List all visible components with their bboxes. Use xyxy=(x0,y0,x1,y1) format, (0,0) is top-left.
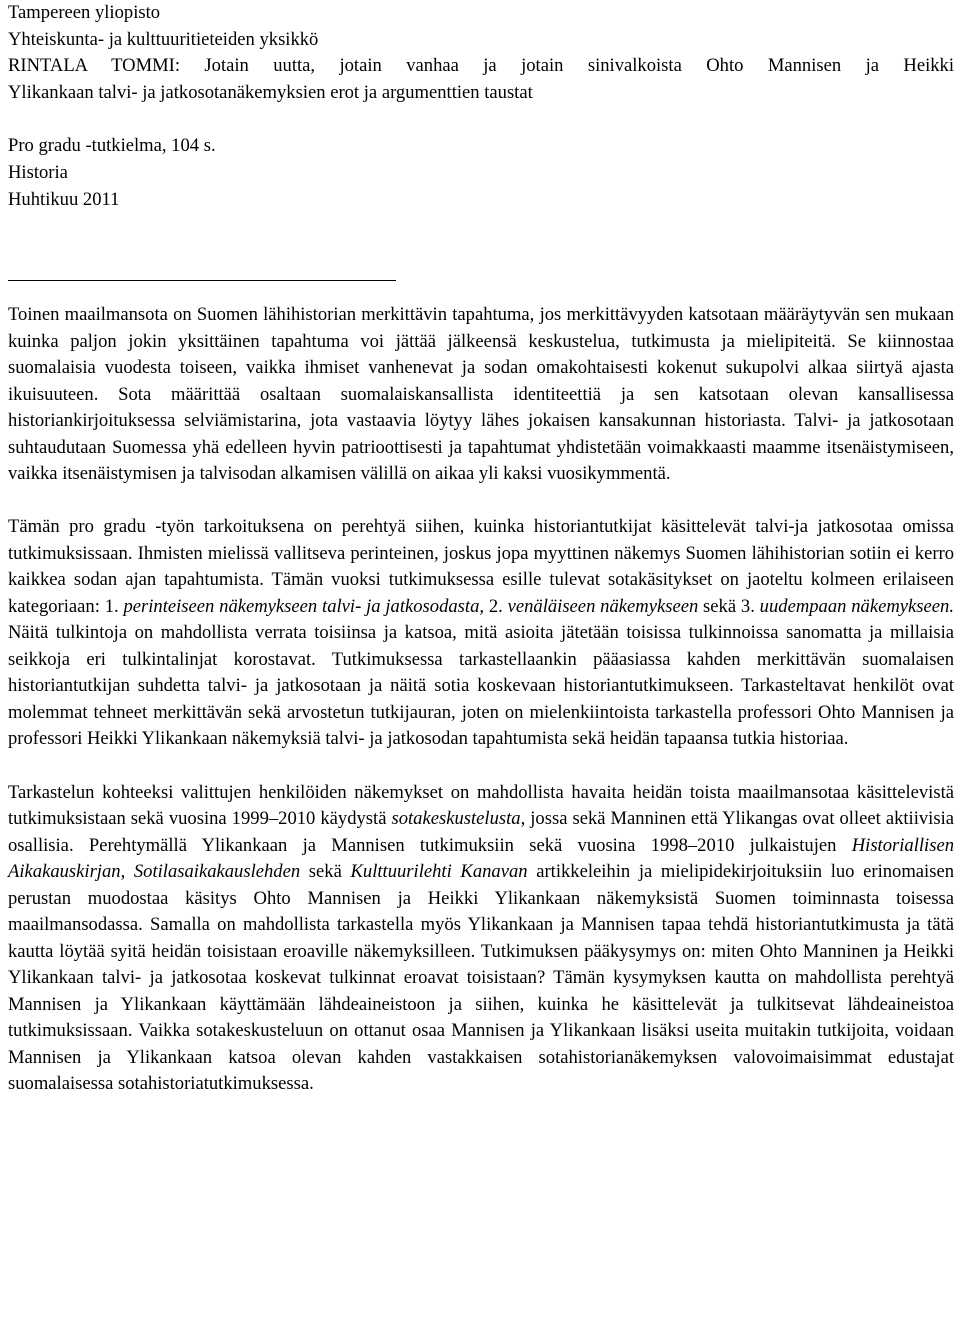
unit-name: Yhteiskunta- ja kulttuuritieteiden yksikkö xyxy=(8,28,319,50)
divider-rule xyxy=(8,280,396,281)
category-2-term: venäläiseen näkemykseen xyxy=(507,595,699,617)
thesis-header xyxy=(8,0,954,213)
category-1-term: perinteiseen näkemykseen talvi- ja jatkosodasta, xyxy=(123,595,485,617)
paragraph-text: Tarkastelun kohteeksi valittujen henkilöiden näkemykset on mahdollista havaita heidän toista maailmansotaa käsittelevistä tutkimuksistaan sekä vuosina 1999–2010 käydystä xyxy=(8,781,954,830)
subject: Historia xyxy=(8,161,68,183)
thesis-title-line-2: Ylikankaan talvi- ja jatkosotanäkemyksien erot ja argumenttien taustat xyxy=(8,81,533,103)
sotakeskustelu-term: sotakeskustelusta xyxy=(391,808,521,830)
thesis-title-line-1: RINTALA TOMMI: Jotain uutta, jotain vanhaa ja jotain sinivalkoista Ohto Mannisen ja Heikki xyxy=(8,55,954,77)
university-name: Tampereen yliopisto xyxy=(8,2,161,23)
paragraph-text: 2. xyxy=(484,595,508,617)
paragraph-text: sekä 3. xyxy=(698,595,760,617)
paragraph-text: artikkeleihin ja mielipidekirjoituksiin luo erinomaisen perustan muodostaa käsitys Ohto Mannisen ja Heikki Ylikankaan näkemyksistä Suomen toiminnasta toisessa maailmansodassa. Samalla on mahdollista tarkastella myös Ylikankaan ja Mannisen tapaa tehdä historiantutkimusta ja tätä kautta löytää syitä heidän toisistaan eroaville näkemyksilleen. Tutkimuksen pääkysymys on: miten Ohto Manninen ja Heikki Ylikankaan talvi- ja jatkosotaa koskevat tulkinnat eroavat toisistaan? Tämän kysymyksen kautta on mahdollista perehtyä Mannisen ja Ylikankaan käyttämään lähdeaineistoon ja siihen, kuinka he käsittelevät ja tulkitsevat lähdeaineistoa tutkimuksissaan. Vaikka sotakeskusteluun on ottanut osaa Mannisen ja Ylikankaan lisäksi useita muitakin tutkijoita, voidaan Mannisen ja Ylikankaan katsoa olevan kahden vastakkaisen sotahistorianäkemyksen valovoimaisimmat edustajat suomalaisessa sotahistoriatutkimuksessa. xyxy=(8,861,954,1095)
document-page xyxy=(8,0,954,1098)
thesis-type: Pro gradu -tutkielma, 104 s. xyxy=(8,135,216,157)
publication-names: Historiallisen Aikakauskirjan, Sotilasaikakauslehden xyxy=(8,834,954,883)
abstract-paragraph-2 xyxy=(8,514,954,753)
publication-name-kanava: Kulttuurilehti Kanavan xyxy=(350,861,528,883)
thesis-date: Huhtikuu 2011 xyxy=(8,188,120,210)
category-3-term: uudempaan näkemykseen. xyxy=(759,595,954,617)
abstract-paragraph-1: Toinen maailmansota on Suomen lähihistorian merkittävin tapahtuma, jos merkittävyyden katsotaan määräytyvän sen mukaan kuinka paljon jokin yksittäinen tapahtuma voi jättää jälkeensä keskustelua, tutkimusta ja mielipiteitä. Se kiinnostaa suomalaisia vuodesta toiseen, vaikka ihmiset vanhenevat ja sodan omakohtaisesti kokenut sukupolvi alkaa siirtyä ajasta ikuisuuteen. Sota määrittää osaltaan suomalaiskansallista identiteettiä ja sen katsotaan olevan kansallisessa historiankirjoituksessa selviämistarina, jota vastaavia löytyy lähes jokaisen kansakunnan historiasta. Talvi- ja jatkosotaan suhtaudutaan Suomessa yhä edelleen hyvin patrioottisesti ja tapahtumat yhdistetään voimakkaasti maamme itsenäistymiseen, vaikka itsenäistymisen ja talvisodan alkamisen välillä on aikaa yli kaksi vuosikymmentä. xyxy=(8,304,954,485)
abstract-body xyxy=(8,302,954,1098)
paragraph-text: sekä xyxy=(300,861,351,883)
paragraph-text: Näitä tulkintoja on mahdollista verrata toisiinsa ja katsoa, mitä asioita jätetään toisissa tulkinnoissa sanomatta ja millaisia seikkoja eri tulkintalinjat korostavat. Tutkimuksessa tarkastellaankin pääasiassa kahden merkittävän suomalaisen historiantutkijan suhdetta talvi- ja jatkosotaan ja näitä sotia koskevaan historiantutkimukseen. Tarkasteltavat henkilöt ovat molemmat tehneet merkittävän sekä arvostetun tutkijauran, joten on mielenkiintoista tarkastella professori Ohto Mannisen ja professori Heikki Ylikankaan näkemyksiä talvi- ja jatkosodan tapahtumista sekä heidän tapaansa tutkia historiaa. xyxy=(8,622,954,750)
abstract-paragraph-3 xyxy=(8,780,954,1098)
paragraph-text: Tämän pro gradu -työn tarkoituksena on perehtyä siihen, kuinka historiantutkijat käsittelevät talvi-ja jatkosotaa omissa tutkimuksissaan. Ihmisten mielissä vallitseva perinteinen, joskus jopa myyttinen näkemys Suomen lähihistorian sotiin ei kerro kaikkea sodan ajan tapahtumista. Tämän vuoksi tutkimuksessa esille tulevat sotakäsitykset on jaoteltu kolmeen erilaiseen kategoriaan: 1. xyxy=(8,516,954,617)
paragraph-text: , jossa sekä Manninen että Ylikangas ovat olleet aktiivisia osallisia. Perehtymällä Ylikankaan ja Mannisen tutkimuksiin sekä vuosina 1998–2010 julkaistujen xyxy=(8,808,954,856)
